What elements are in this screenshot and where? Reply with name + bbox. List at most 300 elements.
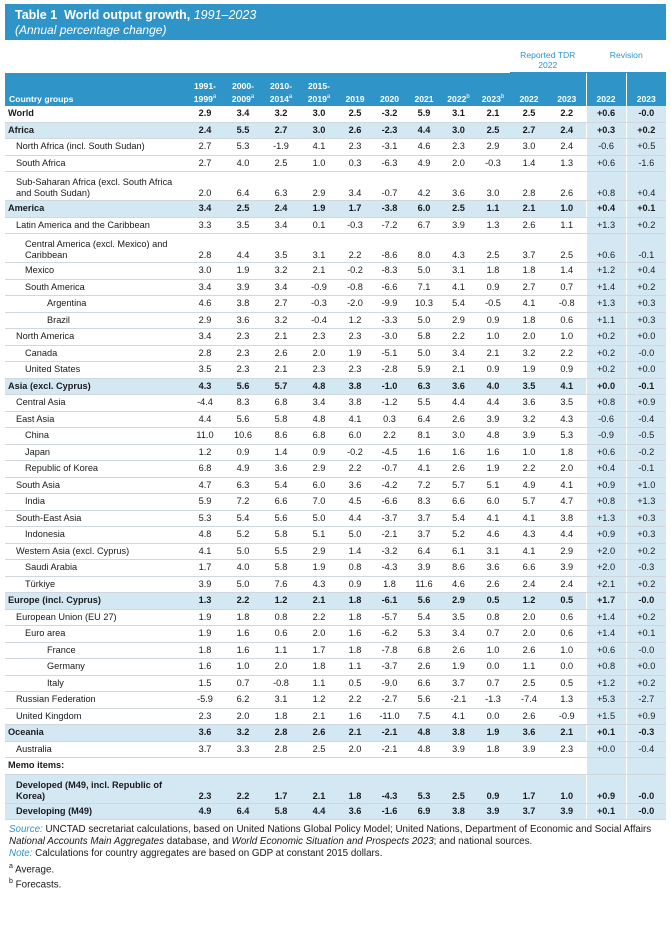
value-cell: -2.1 [372, 725, 407, 742]
value-cell: 2.1 [300, 708, 338, 725]
value-cell: -2.1 [372, 741, 407, 758]
value-cell: 3.1 [441, 106, 476, 122]
table-row [5, 642, 666, 659]
header-period: 1991- 1999$^a$ [186, 73, 224, 107]
value-cell: 2.9 [300, 543, 338, 560]
value-cell: -0.3 [338, 217, 372, 234]
value-cell: 5.5 [407, 395, 441, 412]
value-cell: +1.4 [586, 609, 626, 626]
table-row [5, 139, 666, 156]
value-cell: +0.0 [626, 362, 666, 379]
table-row [5, 122, 666, 139]
value-cell: 2.3 [186, 708, 224, 725]
value-cell: +0.6 [586, 444, 626, 461]
value-cell: -6.3 [372, 155, 407, 172]
value-cell: -0.6 [586, 139, 626, 156]
table-title: Table 1 World output growth, 1991–2023 [15, 8, 257, 22]
value-cell: 6.0 [407, 201, 441, 218]
value-cell: 6.6 [510, 560, 548, 577]
value-cell: 1.1 [262, 642, 300, 659]
value-cell: 1.0 [510, 444, 548, 461]
row-label: United States [5, 362, 186, 379]
value-cell: 4.9 [407, 155, 441, 172]
value-cell: 3.5 [510, 378, 548, 395]
value-cell: 2.5 [476, 234, 510, 263]
value-cell: 2.6 [510, 217, 548, 234]
value-cell: 1.1 [510, 659, 548, 676]
value-cell: -4.2 [372, 477, 407, 494]
value-cell: 0.7 [548, 279, 586, 296]
row-label: South Africa [5, 155, 186, 172]
header-period: 2000- 2009$^a$ [224, 73, 262, 107]
header-period: 2023 [626, 73, 666, 107]
value-cell: 2.3 [300, 362, 338, 379]
value-cell: -0.9 [586, 428, 626, 445]
value-cell: 6.4 [407, 543, 441, 560]
value-cell [186, 758, 224, 775]
row-label: South America [5, 279, 186, 296]
value-cell: 3.4 [441, 345, 476, 362]
value-cell: 8.1 [407, 428, 441, 445]
value-cell: 2.1 [262, 362, 300, 379]
row-label: China [5, 428, 186, 445]
value-cell: 5.0 [407, 312, 441, 329]
value-cell: 5.8 [407, 329, 441, 346]
value-cell: 1.4 [548, 263, 586, 280]
value-cell: 2.4 [262, 201, 300, 218]
value-cell: 0.0 [476, 708, 510, 725]
value-cell: 1.6 [224, 642, 262, 659]
value-cell: -8.6 [372, 234, 407, 263]
row-label: Republic of Korea [5, 461, 186, 478]
value-cell: 0.9 [476, 774, 510, 803]
table-row [5, 659, 666, 676]
row-label: South Asia [5, 477, 186, 494]
value-cell: 5.3 [407, 626, 441, 643]
value-cell: 5.6 [224, 378, 262, 395]
value-cell: 2.8 [262, 725, 300, 742]
value-cell: 1.8 [510, 263, 548, 280]
value-cell: 2.1 [300, 774, 338, 803]
value-cell: 1.4 [262, 444, 300, 461]
value-cell: 0.9 [476, 279, 510, 296]
value-cell: 2.3 [338, 329, 372, 346]
value-cell: 4.5 [338, 494, 372, 511]
value-cell: -4.3 [372, 560, 407, 577]
value-cell: +0.2 [626, 122, 666, 139]
value-cell: 4.8 [186, 527, 224, 544]
value-cell: 0.8 [338, 560, 372, 577]
value-cell: 5.9 [186, 494, 224, 511]
value-cell: +1.3 [586, 296, 626, 313]
value-cell: 3.2 [224, 725, 262, 742]
value-cell: 11.6 [407, 576, 441, 593]
value-cell: +1.4 [586, 279, 626, 296]
value-cell: 4.6 [476, 527, 510, 544]
row-label: France [5, 642, 186, 659]
value-cell: 3.4 [224, 106, 262, 122]
value-cell: 3.1 [300, 234, 338, 263]
value-cell: 2.1 [548, 725, 586, 742]
value-cell: 0.6 [548, 312, 586, 329]
value-cell: 4.3 [441, 234, 476, 263]
table-row [5, 609, 666, 626]
value-cell: -7.8 [372, 642, 407, 659]
value-cell: 6.0 [476, 494, 510, 511]
value-cell: 7.2 [224, 494, 262, 511]
value-cell: 1.4 [510, 155, 548, 172]
value-cell: 2.6 [441, 411, 476, 428]
value-cell: 1.1 [338, 659, 372, 676]
value-cell: -3.3 [372, 312, 407, 329]
value-cell: 4.9 [510, 477, 548, 494]
value-cell: -3.0 [372, 329, 407, 346]
value-cell: 3.0 [300, 106, 338, 122]
source-note: Source: UNCTAD secretariat calculations, based on United Nations Global Policy Model; United Nations, Department of Economic and Social Affairs National Accounts Main Aggregates database, and World Economic Situation and Prospects 2023; and national sources. [9, 824, 652, 848]
value-cell: 2.3 [338, 362, 372, 379]
value-cell: -11.0 [372, 708, 407, 725]
value-cell: 10.6 [224, 428, 262, 445]
value-cell: 3.9 [224, 279, 262, 296]
value-cell: 6.8 [300, 428, 338, 445]
value-cell: 4.6 [186, 296, 224, 313]
value-cell [548, 758, 586, 775]
row-label: North America [5, 329, 186, 346]
value-cell: 1.0 [224, 659, 262, 676]
value-cell: 2.0 [510, 329, 548, 346]
value-cell: 3.6 [186, 725, 224, 742]
value-cell: -0.8 [548, 296, 586, 313]
value-cell: 2.6 [441, 461, 476, 478]
value-cell: 1.0 [476, 329, 510, 346]
value-cell: 2.9 [186, 106, 224, 122]
table-row [5, 803, 666, 820]
value-cell: 1.8 [224, 609, 262, 626]
value-cell: +0.8 [586, 395, 626, 412]
value-cell: 4.7 [548, 494, 586, 511]
row-label: Oceania [5, 725, 186, 742]
value-cell: 2.7 [262, 122, 300, 139]
row-label: Japan [5, 444, 186, 461]
header-period: 2021 [407, 73, 441, 107]
value-cell: 2.7 [262, 296, 300, 313]
table-row [5, 758, 666, 775]
value-cell: 1.8 [510, 312, 548, 329]
value-cell: +0.9 [586, 527, 626, 544]
value-cell: 1.6 [186, 659, 224, 676]
table-container [5, 4, 666, 892]
value-cell: +1.5 [586, 708, 626, 725]
value-cell: 2.6 [338, 122, 372, 139]
value-cell: 1.0 [548, 642, 586, 659]
value-cell: 3.6 [262, 461, 300, 478]
value-cell: +1.0 [626, 477, 666, 494]
value-cell: +0.3 [626, 296, 666, 313]
value-cell: 4.1 [441, 279, 476, 296]
value-cell: 0.0 [548, 659, 586, 676]
value-cell: 5.3 [224, 139, 262, 156]
value-cell: 5.5 [224, 122, 262, 139]
value-cell: -0.0 [626, 593, 666, 610]
value-cell: 4.1 [407, 461, 441, 478]
value-cell: 4.3 [300, 576, 338, 593]
value-cell: -3.2 [372, 543, 407, 560]
value-cell: 2.8 [262, 741, 300, 758]
row-label: Brazil [5, 312, 186, 329]
footnote-a: $^a$ Average. [9, 862, 55, 875]
table-row [5, 494, 666, 511]
output-growth-table [5, 40, 666, 820]
table-row [5, 708, 666, 725]
row-label: South-East Asia [5, 510, 186, 527]
value-cell: +0.1 [586, 803, 626, 820]
value-cell: 6.3 [262, 172, 300, 201]
value-cell: 1.6 [476, 444, 510, 461]
value-cell: +1.7 [586, 593, 626, 610]
row-label: Canada [5, 345, 186, 362]
value-cell: 5.7 [262, 378, 300, 395]
value-cell: 1.2 [338, 312, 372, 329]
value-cell: 3.6 [476, 560, 510, 577]
value-cell: 0.6 [262, 626, 300, 643]
value-cell: +0.6 [586, 106, 626, 122]
row-label: Western Asia (excl. Cyprus) [5, 543, 186, 560]
value-cell: 2.3 [441, 139, 476, 156]
value-cell: 5.0 [407, 263, 441, 280]
value-cell [262, 758, 300, 775]
value-cell: 2.5 [338, 106, 372, 122]
value-cell: 2.6 [476, 576, 510, 593]
value-cell: -0.0 [626, 106, 666, 122]
value-cell: 0.5 [548, 675, 586, 692]
value-cell: 4.1 [441, 708, 476, 725]
value-cell: 3.7 [510, 803, 548, 820]
value-cell: 5.0 [407, 345, 441, 362]
value-cell: 1.9 [476, 461, 510, 478]
value-cell: -0.8 [338, 279, 372, 296]
table-row [5, 774, 666, 803]
value-cell: 5.6 [224, 411, 262, 428]
value-cell: 3.7 [407, 527, 441, 544]
value-cell: 2.3 [300, 329, 338, 346]
value-cell: 6.3 [224, 477, 262, 494]
value-cell: 4.4 [407, 122, 441, 139]
value-cell: 0.8 [262, 609, 300, 626]
value-cell: 1.9 [300, 201, 338, 218]
value-cell: +0.8 [586, 494, 626, 511]
value-cell: 3.6 [441, 378, 476, 395]
value-cell: 4.4 [186, 411, 224, 428]
value-cell: 2.2 [224, 774, 262, 803]
value-cell: +1.3 [586, 510, 626, 527]
value-cell: 2.3 [338, 139, 372, 156]
value-cell: 5.4 [441, 510, 476, 527]
value-cell: +0.0 [626, 659, 666, 676]
value-cell: +0.0 [586, 378, 626, 395]
value-cell: -0.4 [626, 741, 666, 758]
value-cell: 0.7 [476, 675, 510, 692]
value-cell: -6.1 [372, 593, 407, 610]
value-cell: 1.7 [510, 774, 548, 803]
value-cell: 2.3 [186, 774, 224, 803]
value-cell: 4.1 [510, 296, 548, 313]
header-period: 2023 [548, 73, 586, 107]
value-cell: 2.9 [441, 312, 476, 329]
value-cell: 2.4 [548, 576, 586, 593]
table-row [5, 345, 666, 362]
value-cell: 2.7 [186, 139, 224, 156]
value-cell: 1.4 [338, 543, 372, 560]
table-row [5, 626, 666, 643]
row-label: Africa [5, 122, 186, 139]
value-cell: 3.6 [338, 477, 372, 494]
value-cell: 2.1 [338, 725, 372, 742]
header-period: 2022 [510, 73, 548, 107]
value-cell: 2.0 [300, 345, 338, 362]
value-cell: 2.9 [441, 593, 476, 610]
value-cell: 2.0 [300, 626, 338, 643]
value-cell: -0.9 [300, 279, 338, 296]
value-cell: +0.5 [626, 139, 666, 156]
value-cell: 4.8 [300, 411, 338, 428]
value-cell: 2.9 [476, 139, 510, 156]
value-cell: 2.6 [262, 345, 300, 362]
table-row [5, 510, 666, 527]
header-period: 2010- 2014$^a$ [262, 73, 300, 107]
value-cell: 1.7 [186, 560, 224, 577]
header-spacer [5, 40, 510, 73]
value-cell: -4.5 [372, 444, 407, 461]
row-label: World [5, 106, 186, 122]
value-cell: -0.9 [548, 708, 586, 725]
value-cell: 2.0 [224, 708, 262, 725]
value-cell: 5.6 [407, 593, 441, 610]
value-cell: 2.1 [476, 345, 510, 362]
value-cell: 3.5 [548, 395, 586, 412]
value-cell: 2.5 [441, 201, 476, 218]
value-cell: 2.2 [338, 234, 372, 263]
value-cell: 3.9 [548, 803, 586, 820]
value-cell: 2.1 [510, 201, 548, 218]
value-cell: 3.6 [441, 172, 476, 201]
value-cell: 2.0 [441, 155, 476, 172]
value-cell: 4.4 [338, 510, 372, 527]
value-cell: 2.4 [548, 139, 586, 156]
value-cell: 4.3 [186, 378, 224, 395]
value-cell: 3.8 [548, 510, 586, 527]
value-cell: 2.9 [186, 312, 224, 329]
value-cell: 1.1 [476, 201, 510, 218]
value-cell: 3.4 [186, 329, 224, 346]
value-cell: 4.1 [338, 411, 372, 428]
value-cell: 0.7 [224, 675, 262, 692]
header-period: 2020 [372, 73, 407, 107]
value-cell: -3.1 [372, 139, 407, 156]
row-label: United Kingdom [5, 708, 186, 725]
value-cell: 10.3 [407, 296, 441, 313]
value-cell: -7.4 [510, 692, 548, 709]
value-cell: 5.0 [224, 543, 262, 560]
value-cell: 3.0 [441, 428, 476, 445]
value-cell: +0.3 [626, 312, 666, 329]
value-cell: 3.9 [510, 428, 548, 445]
header-revision: Revision [586, 40, 666, 73]
table-body [5, 106, 666, 820]
value-cell: 2.0 [510, 609, 548, 626]
value-cell: 1.8 [300, 659, 338, 676]
value-cell: 4.2 [407, 172, 441, 201]
value-cell: +0.2 [626, 217, 666, 234]
value-cell: 3.6 [224, 312, 262, 329]
value-cell: 3.8 [441, 803, 476, 820]
value-cell: -0.5 [626, 428, 666, 445]
value-cell: 5.1 [300, 527, 338, 544]
value-cell: 4.4 [548, 527, 586, 544]
value-cell: 3.4 [262, 279, 300, 296]
value-cell: 2.5 [300, 741, 338, 758]
value-cell: -0.3 [626, 560, 666, 577]
value-cell: 3.9 [441, 217, 476, 234]
value-cell: +0.1 [626, 626, 666, 643]
row-label: Russian Federation [5, 692, 186, 709]
value-cell: 0.9 [300, 444, 338, 461]
value-cell: 0.6 [548, 609, 586, 626]
value-cell: 2.5 [476, 122, 510, 139]
value-cell: -0.0 [626, 345, 666, 362]
value-cell: 1.0 [548, 329, 586, 346]
value-cell: -6.6 [372, 494, 407, 511]
value-cell: 1.3 [548, 692, 586, 709]
row-label: Central America (excl. Mexico) and Caribbean [5, 234, 186, 263]
value-cell: 0.9 [476, 312, 510, 329]
value-cell: +5.3 [586, 692, 626, 709]
value-cell: 4.4 [300, 803, 338, 820]
value-cell: 2.6 [441, 642, 476, 659]
value-cell: +0.2 [586, 329, 626, 346]
value-cell: +0.2 [626, 543, 666, 560]
value-cell: 2.5 [224, 201, 262, 218]
value-cell: +1.3 [626, 494, 666, 511]
value-cell: 0.8 [476, 609, 510, 626]
value-cell: 4.0 [224, 560, 262, 577]
value-cell: 6.0 [300, 477, 338, 494]
value-cell: 6.4 [224, 803, 262, 820]
value-cell: 2.2 [300, 609, 338, 626]
value-cell: 8.0 [407, 234, 441, 263]
value-cell: 3.7 [407, 510, 441, 527]
value-cell: 0.3 [338, 155, 372, 172]
row-label: Saudi Arabia [5, 560, 186, 577]
table-row [5, 527, 666, 544]
value-cell: 2.1 [476, 106, 510, 122]
table-row [5, 741, 666, 758]
value-cell: -0.3 [476, 155, 510, 172]
value-cell: 3.9 [548, 560, 586, 577]
value-cell: 3.5 [186, 362, 224, 379]
value-cell: 4.1 [300, 139, 338, 156]
value-cell: 1.8 [338, 774, 372, 803]
value-cell: 2.2 [510, 461, 548, 478]
value-cell: 3.9 [407, 560, 441, 577]
value-cell: 6.4 [407, 411, 441, 428]
value-cell: -0.7 [372, 172, 407, 201]
value-cell: -0.0 [626, 642, 666, 659]
value-cell: 1.8 [186, 642, 224, 659]
value-cell: 3.4 [338, 172, 372, 201]
table-row [5, 560, 666, 577]
value-cell: -6.2 [372, 626, 407, 643]
value-cell: +0.3 [626, 510, 666, 527]
